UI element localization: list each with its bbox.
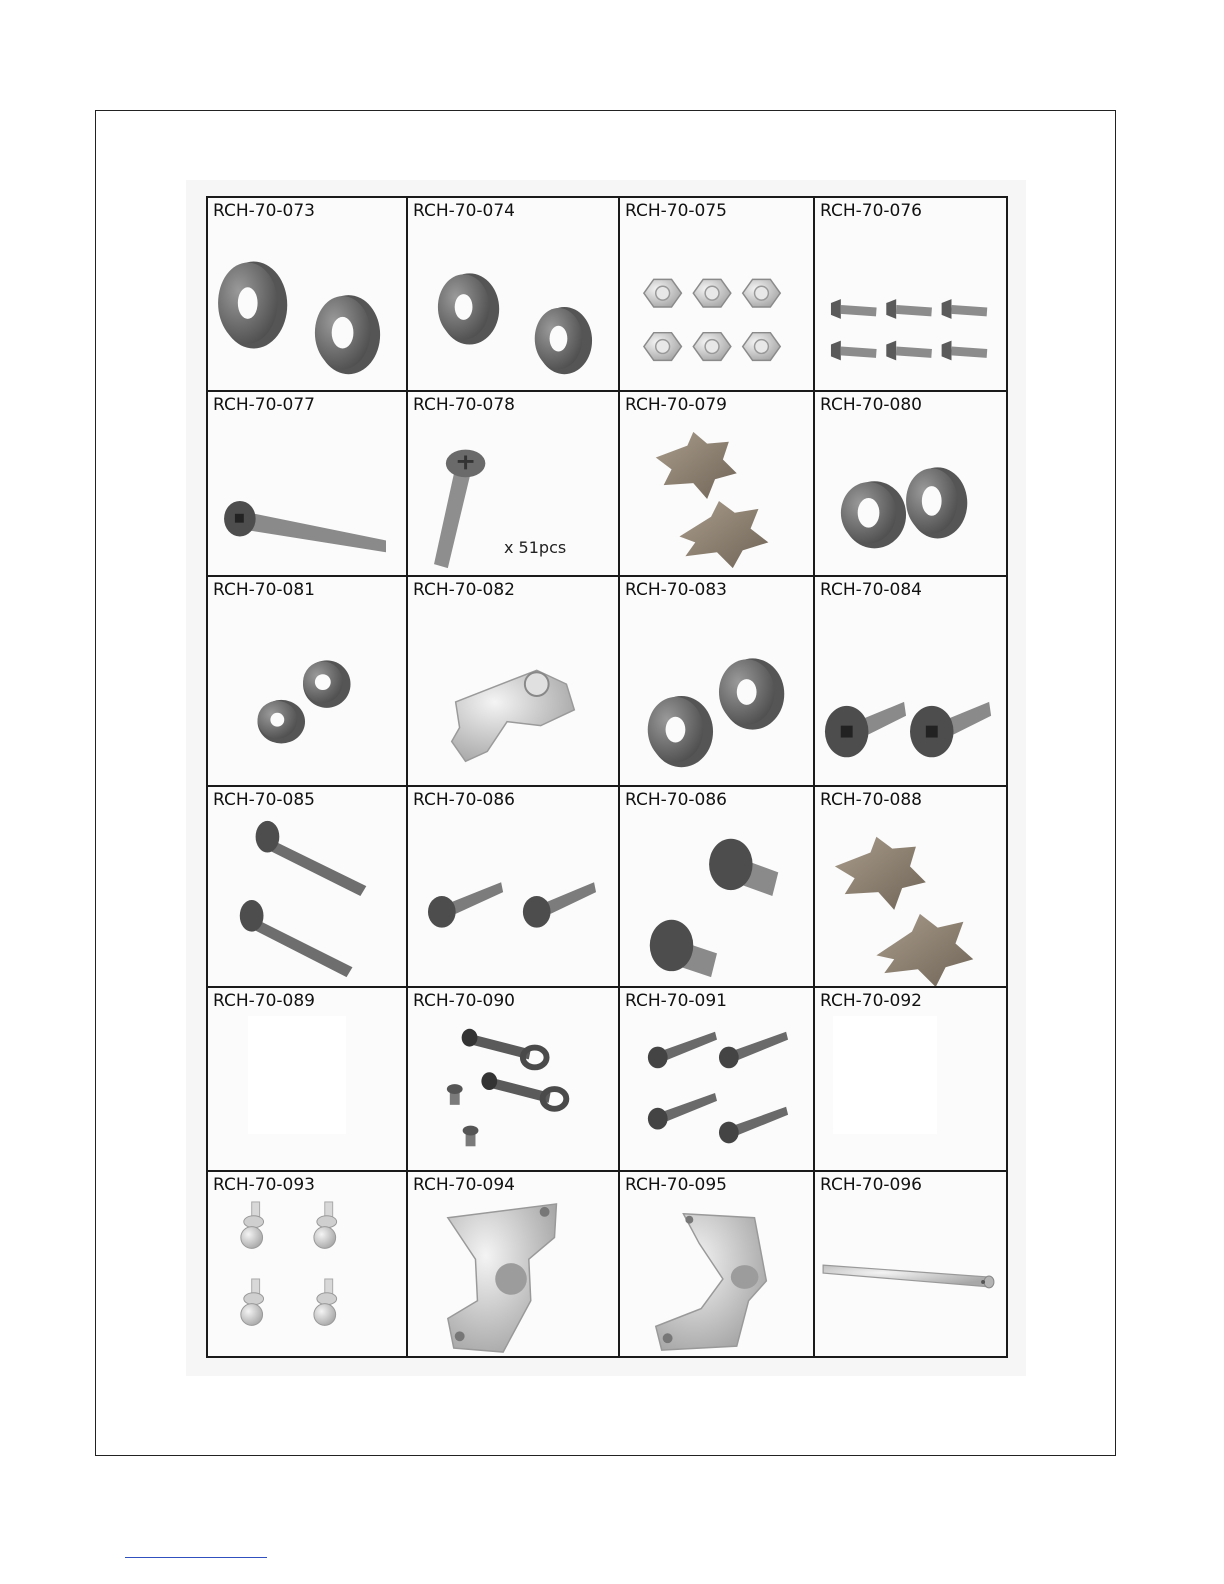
part-code: RCH-70-090 (413, 991, 515, 1011)
part-cell (407, 197, 619, 391)
part-cell (814, 786, 1007, 987)
part-code: RCH-70-079 (625, 395, 727, 415)
part-code: RCH-70-077 (213, 395, 315, 415)
cap-screw-set-icon (620, 1014, 813, 1170)
part-code: RCH-70-084 (820, 580, 922, 600)
short-cap-screw-pair-icon (620, 813, 813, 986)
steering-knuckle-icon (408, 1198, 618, 1356)
part-cell (619, 576, 814, 786)
part-code: RCH-70-075 (625, 201, 727, 221)
shoulder-screw-pair-icon (208, 813, 406, 986)
part-cell (619, 987, 814, 1171)
part-code: RCH-70-088 (820, 790, 922, 810)
hub-bracket-pair-icon (620, 418, 813, 575)
quantity-label: x 51pcs (504, 538, 567, 557)
part-cell (619, 197, 814, 391)
part-cell (814, 1171, 1007, 1357)
part-cell (207, 786, 407, 987)
part-code: RCH-70-093 (213, 1175, 315, 1195)
spacer-ring-pair-large-icon (208, 224, 406, 390)
hub-bracket-pair-icon (815, 813, 1006, 986)
shaft-pin-icon (815, 1198, 1006, 1356)
short-cap-screw-pair-icon (815, 603, 1006, 785)
part-code: RCH-70-078 (413, 395, 515, 415)
lock-nut-set-icon (620, 224, 813, 390)
part-code: RCH-70-089 (213, 991, 315, 1011)
cap-screw-pair-icon (408, 813, 618, 986)
part-cell (207, 987, 407, 1171)
ball-stud-set-icon (208, 1198, 406, 1356)
part-cell (407, 391, 619, 576)
empty-image-placeholder (833, 1016, 937, 1134)
part-cell (619, 391, 814, 576)
part-cell (814, 987, 1007, 1171)
small-spacer-pair-icon (208, 603, 406, 785)
part-cell (407, 786, 619, 987)
part-code: RCH-70-086 (625, 790, 727, 810)
part-cell (407, 987, 619, 1171)
spacer-ring-pair-icon (620, 603, 813, 785)
part-code: RCH-70-092 (820, 991, 922, 1011)
part-code: RCH-70-073 (213, 201, 315, 221)
part-code: RCH-70-094 (413, 1175, 515, 1195)
part-code: RCH-70-091 (625, 991, 727, 1011)
part-cell (207, 1171, 407, 1357)
part-code: RCH-70-074 (413, 201, 515, 221)
part-cell (207, 197, 407, 391)
part-code: RCH-70-076 (820, 201, 922, 221)
part-cell (207, 391, 407, 576)
part-cell (407, 576, 619, 786)
countersunk-screw-set-icon (815, 224, 1006, 390)
part-code: RCH-70-082 (413, 580, 515, 600)
part-code: RCH-70-096 (820, 1175, 922, 1195)
part-code: RCH-70-085 (213, 790, 315, 810)
part-cell (814, 197, 1007, 391)
part-cell (814, 576, 1007, 786)
part-code: RCH-70-080 (820, 395, 922, 415)
part-cell (207, 576, 407, 786)
parts-grid (206, 196, 1008, 1358)
part-cell (619, 786, 814, 987)
part-code: RCH-70-095 (625, 1175, 727, 1195)
part-cell (619, 1171, 814, 1357)
spacer-ring-pair-icon (815, 418, 1006, 575)
footnote-separator (125, 1557, 267, 1558)
link-arm-set-icon (408, 1014, 618, 1170)
spacer-ring-pair-icon (408, 224, 618, 390)
steering-knuckle-mirror-icon (620, 1198, 813, 1356)
part-code: RCH-70-081 (213, 580, 315, 600)
empty-image-placeholder (248, 1016, 346, 1134)
rocker-arm-bracket-icon (408, 603, 618, 785)
part-cell (407, 1171, 619, 1357)
part-code: RCH-70-086 (413, 790, 515, 810)
long-cap-screw-icon (208, 418, 406, 575)
part-cell (814, 391, 1007, 576)
part-code: RCH-70-083 (625, 580, 727, 600)
